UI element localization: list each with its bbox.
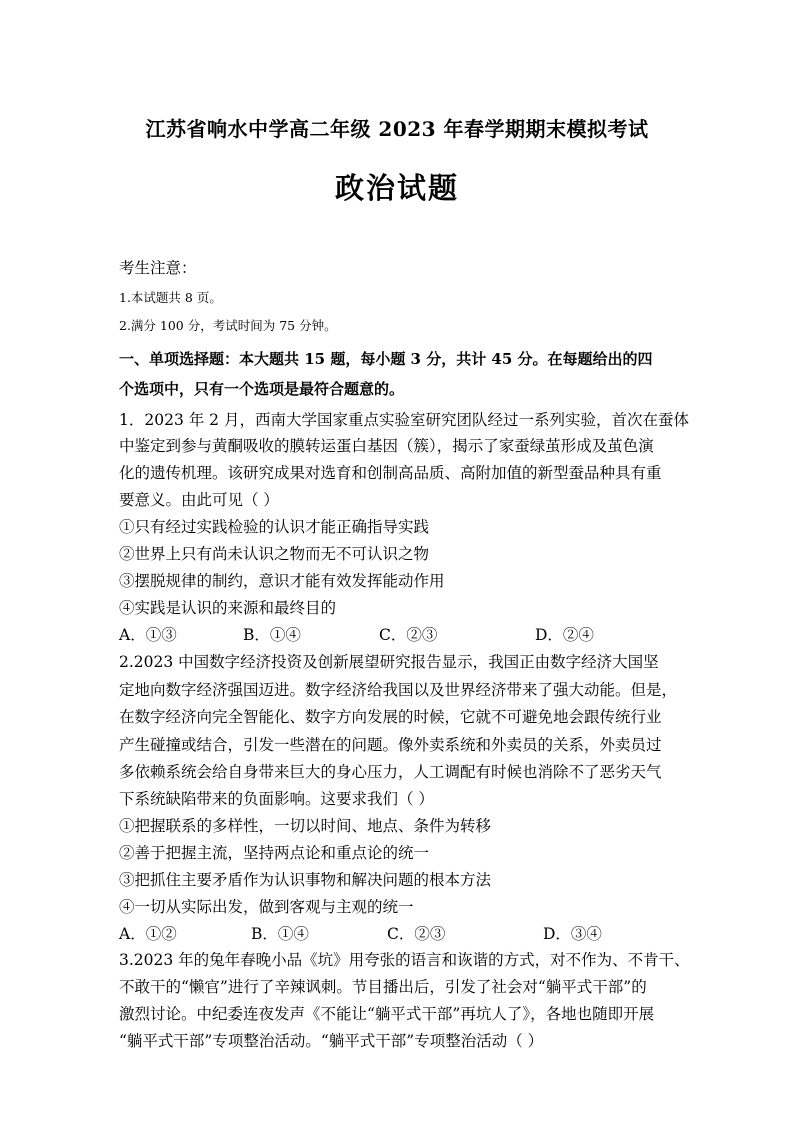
option-c[interactable]: C．②③ [387, 925, 446, 943]
question-1-stem: 中鉴定到参与黄酮吸收的膜转运蛋白基因（簇），揭示了家蚕绿茧形成及茧色演 [119, 437, 654, 455]
question-1-stem: 1．2023 年 2 月，西南大学国家重点实验室研究团队经过一系列实验，首次在蚕体 [119, 411, 689, 429]
question-2-statement: ④一切从实际出发，做到客观与主观的统一 [119, 898, 414, 916]
question-3-stem: 3.2023 年的兔年春晚小品《坑》用夸张的语言和诙谐的方式，对不作为、不肯干、 [119, 951, 690, 969]
question-1-statement: ③摆脱规律的制约，意识才能有效发挥能动作用 [119, 572, 445, 590]
option-a[interactable]: A．①③ [119, 626, 177, 644]
exam-title: 江苏省响水中学高二年级 2023 年春学期期末模拟考试 [145, 117, 649, 141]
option-c[interactable]: C．②③ [379, 626, 438, 644]
question-2-stem: 产生碰撞或结合，引发一些潜在的问题。像外卖系统和外卖员的关系，外卖员过 [119, 736, 662, 754]
question-2-options [119, 924, 679, 944]
exam-subject-title: 政治试题 [334, 171, 459, 205]
question-1-options [119, 625, 679, 645]
option-b[interactable]: B．①④ [251, 925, 309, 943]
notice-item: 1.本试题共 8 页。 [119, 290, 222, 305]
option-a[interactable]: A．①② [119, 925, 177, 943]
question-2-statement: ②善于把握主流，坚持两点论和重点论的统一 [119, 844, 430, 862]
question-1-stem: 化的遗传机理。该研究成果对选育和创制高品质、高附加值的新型蚕品种具有重 [119, 464, 662, 482]
notice-heading: 考生注意： [119, 259, 197, 277]
question-2-stem: 多依赖系统会给自身带来巨大的身心压力，人工调配有时候也消除不了恶劣天气 [119, 763, 662, 781]
question-1-statement: ①只有经过实践检验的认识才能正确指导实践 [119, 518, 430, 536]
question-2-statement: ①把握联系的多样性，一切以时间、地点、条件为转移 [119, 817, 492, 835]
question-3-stem: 激烈讨论。中纪委连夜发声《不能让“躺平式干部”再坑人了》，各地也随即开展 [119, 1005, 655, 1023]
option-b[interactable]: B．①④ [243, 626, 301, 644]
question-2-stem: 2.2023 中国数字经济投资及创新展望研究报告显示，我国正由数字经济大国坚 [119, 653, 659, 671]
question-2-stem: 定地向数字经济强国迈进。数字经济给我国以及世界经济带来了强大动能。但是， [119, 681, 678, 699]
option-d[interactable]: D．③④ [543, 925, 602, 943]
section-heading: 个选项中，只有一个选项是最符合题意的。 [119, 380, 405, 398]
question-2-stem: 在数字经济向完全智能化、数字方向发展的时候，它就不可避免地会跟传统行业 [119, 708, 662, 726]
question-1-statement: ④实践是认识的来源和最终目的 [119, 599, 337, 617]
option-d[interactable]: D．②④ [535, 626, 594, 644]
section-heading: 一、单项选择题：本大题共 15 题，每小题 3 分，共计 45 分。在每题给出的四 [119, 350, 653, 368]
question-3-stem: 不敢干的“懒官”进行了辛辣讽刺。节目播出后，引发了社会对“躺平式干部”的 [119, 978, 647, 996]
question-1-stem: 要意义。由此可见（ ） [119, 491, 279, 509]
question-3-stem: “躺平式干部”专项整治活动。“躺平式干部”专项整治活动（ ） [119, 1032, 544, 1050]
question-2-stem: 下系统缺陷带来的负面影响。这要求我们（ ） [119, 790, 434, 808]
question-1-statement: ②世界上只有尚未认识之物而无不可认识之物 [119, 545, 430, 563]
question-2-statement: ③把抓住主要矛盾作为认识事物和解决问题的根本方法 [119, 871, 492, 889]
notice-item: 2.满分 100 分，考试时间为 75 分钟。 [119, 318, 337, 333]
